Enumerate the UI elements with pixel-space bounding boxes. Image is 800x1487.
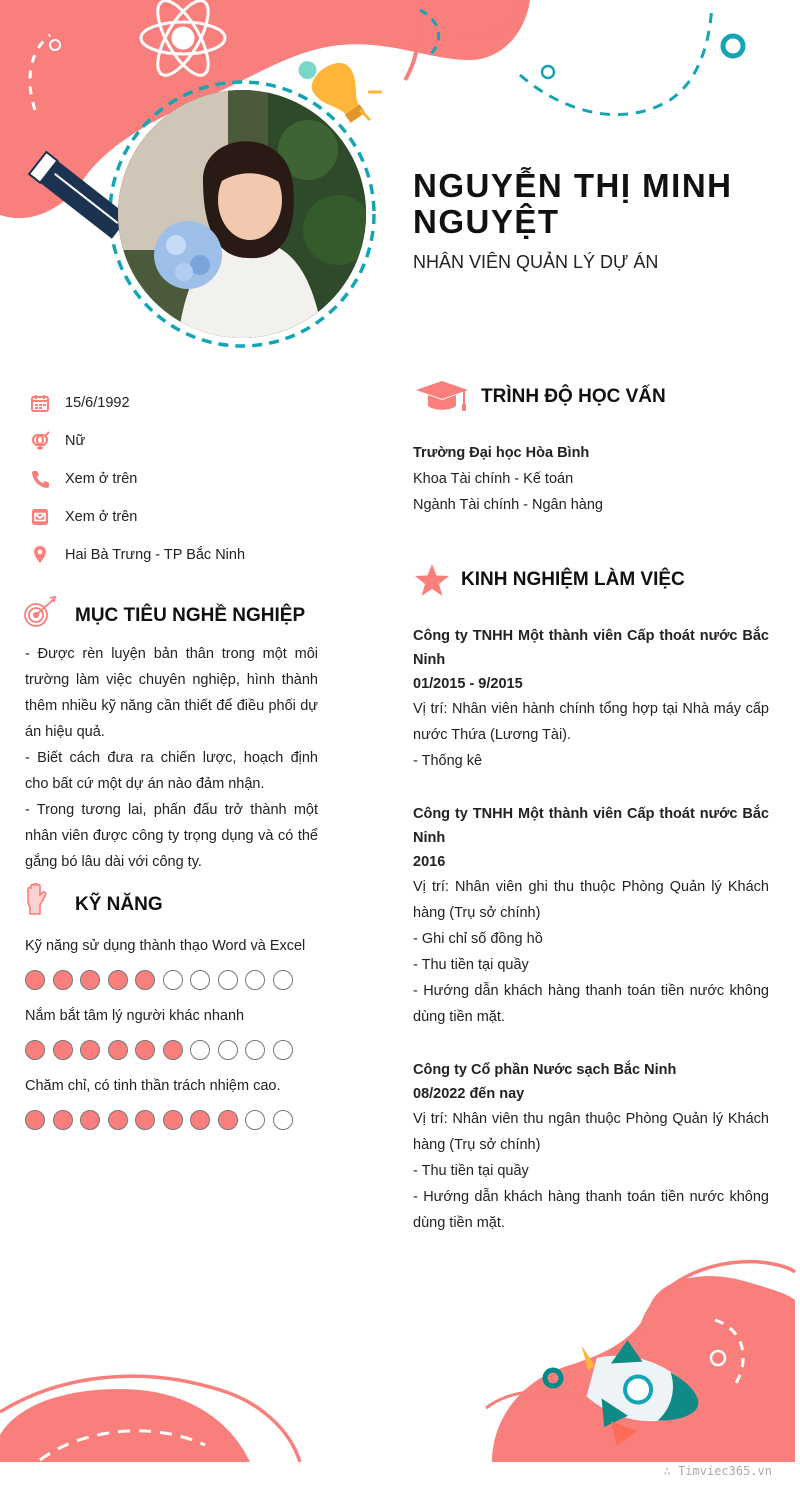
rating-dot-filled (80, 1110, 100, 1130)
contact-gender (30, 422, 360, 460)
education-block (413, 440, 773, 518)
job-detail: - Ghi chỉ số đồng hồ (413, 931, 543, 947)
rating-dot-filled (53, 1110, 73, 1130)
contact-list (30, 384, 360, 574)
job-detail: Vị trí: Nhân viên thu ngân thuộc Phòng Quản lý Khách hàng (Trụ sở chính) (413, 1111, 769, 1153)
rating-dot-filled (108, 1040, 128, 1060)
rating-dot-empty (245, 1040, 265, 1060)
rating-dot-filled (135, 1110, 155, 1130)
skills-list (25, 934, 325, 1144)
rating-dot-filled (190, 1110, 210, 1130)
calendar-icon (30, 393, 50, 413)
rating-dot-empty (273, 1040, 293, 1060)
rating-dot-filled (25, 1040, 45, 1060)
skill-rating (25, 1040, 325, 1060)
job-detail: - Thu tiền tại quầy (413, 1163, 529, 1179)
objective-line: - Được rèn luyện bản thân trong một môi trường làm việc chuyên nghiệp, hình thành thêm nhiều kỹ năng cần thiết để điều phối dự án hiệu quả. (25, 646, 318, 740)
rating-dot-filled (25, 970, 45, 990)
rating-dot-filled (80, 1040, 100, 1060)
rating-dot-empty (273, 970, 293, 990)
job-company: Công ty TNHH Một thành viên Cấp thoát nước Bắc Ninh (413, 806, 769, 846)
rating-dot-filled (163, 1040, 183, 1060)
skill-label: Nắm bắt tâm lý người khác nhanh (25, 1008, 245, 1024)
rating-dot-filled (135, 1040, 155, 1060)
skill-label: Kỹ năng sử dụng thành thạo Word và Excel (25, 938, 306, 954)
job-period: 08/2022 đến nay (413, 1086, 525, 1102)
job-title: NHÂN VIÊN QUẢN LÝ DỰ ÁN (413, 252, 659, 272)
rating-dot-filled (25, 1110, 45, 1130)
phone-icon (30, 469, 50, 489)
job-detail: - Hướng dẫn khách hàng thanh toán tiền nước không dùng tiền mặt. (413, 983, 769, 1025)
address-value: Hai Bà Trưng - TP Bắc Ninh (65, 547, 246, 563)
email-value: Xem ở trên (65, 509, 138, 525)
rating-dot-filled (163, 1110, 183, 1130)
graduation-cap-icon (414, 380, 470, 414)
job-company: Công ty TNHH Một thành viên Cấp thoát nước Bắc Ninh (413, 628, 769, 668)
job-entry (413, 1058, 769, 1236)
school-name: Trường Đại học Hòa Bình (413, 445, 590, 461)
rating-dot-empty (163, 970, 183, 990)
objective-title: MỤC TIÊU NGHỀ NGHIỆP (75, 605, 306, 626)
rating-dot-filled (218, 1110, 238, 1130)
location-pin-icon (30, 545, 50, 565)
rating-dot-empty (218, 1040, 238, 1060)
major: Ngành Tài chính - Ngân hàng (413, 497, 603, 513)
rating-dot-filled (135, 970, 155, 990)
job-detail: - Hướng dẫn khách hàng thanh toán tiền nước không dùng tiền mặt. (413, 1189, 769, 1231)
skill-rating (25, 970, 325, 990)
rating-dot-empty (218, 970, 238, 990)
hand-icon (24, 883, 48, 917)
job-detail: - Thu tiền tại quầy (413, 957, 529, 973)
objective-line: - Biết cách đưa ra chiến lược, hoạch định cho bất cứ một dự án nào đảm nhận. (25, 750, 318, 792)
job-detail: - Thống kê (413, 753, 483, 769)
job-detail: Vị trí: Nhân viên hành chính tổng hợp tại Nhà máy cấp nước Thứa (Lương Tài). (413, 701, 769, 743)
gender-value: Nữ (65, 433, 86, 449)
faculty: Khoa Tài chính - Kế toán (413, 471, 574, 487)
target-icon (23, 596, 59, 630)
star-icon (414, 563, 450, 597)
mail-icon (30, 507, 50, 527)
skill-rating (25, 1110, 325, 1130)
objective-line: - Trong tương lai, phấn đấu trở thành một nhân viên được công ty trọng dụng và có thể gắng bó lâu dài với công ty. (25, 802, 318, 870)
job-entry (413, 802, 769, 1030)
rating-dot-empty (245, 970, 265, 990)
job-entry (413, 624, 769, 774)
objective-text (25, 641, 318, 875)
rating-dot-empty (190, 970, 210, 990)
rating-dot-filled (53, 970, 73, 990)
rating-dot-empty (190, 1040, 210, 1060)
job-detail: Vị trí: Nhân viên ghi thu thuộc Phòng Quản lý Khách hàng (Trụ sở chính) (413, 879, 769, 921)
phone-value: Xem ở trên (65, 471, 138, 487)
footer-decoration (0, 1250, 800, 1487)
rating-dot-empty (273, 1110, 293, 1130)
birthday-value: 15/6/1992 (65, 395, 130, 411)
job-period: 01/2015 - 9/2015 (413, 676, 523, 692)
full-name: NGUYỄN THỊ MINH NGUYỆT (413, 167, 733, 240)
gender-icon (30, 431, 50, 451)
rating-dot-empty (245, 1110, 265, 1130)
contact-phone (30, 460, 360, 498)
rating-dot-filled (108, 1110, 128, 1130)
experience-title: KINH NGHIỆM LÀM VIỆC (461, 569, 685, 590)
job-period: 2016 (413, 854, 446, 870)
contact-email (30, 498, 360, 536)
profile-photo (118, 90, 366, 338)
rating-dot-filled (53, 1040, 73, 1060)
experience-list (413, 624, 769, 1264)
skill-label: Chăm chỉ, có tinh thần trách nhiệm cao. (25, 1078, 281, 1094)
skills-title: KỸ NĂNG (75, 894, 163, 915)
job-company: Công ty Cổ phần Nước sạch Bắc Ninh (413, 1062, 677, 1078)
brand-watermark: ∴ Timviec365.vn (663, 1464, 772, 1478)
rating-dot-filled (108, 970, 128, 990)
contact-address (30, 536, 360, 574)
education-title: TRÌNH ĐỘ HỌC VẤN (481, 386, 666, 407)
rating-dot-filled (80, 970, 100, 990)
contact-birthday (30, 384, 360, 422)
